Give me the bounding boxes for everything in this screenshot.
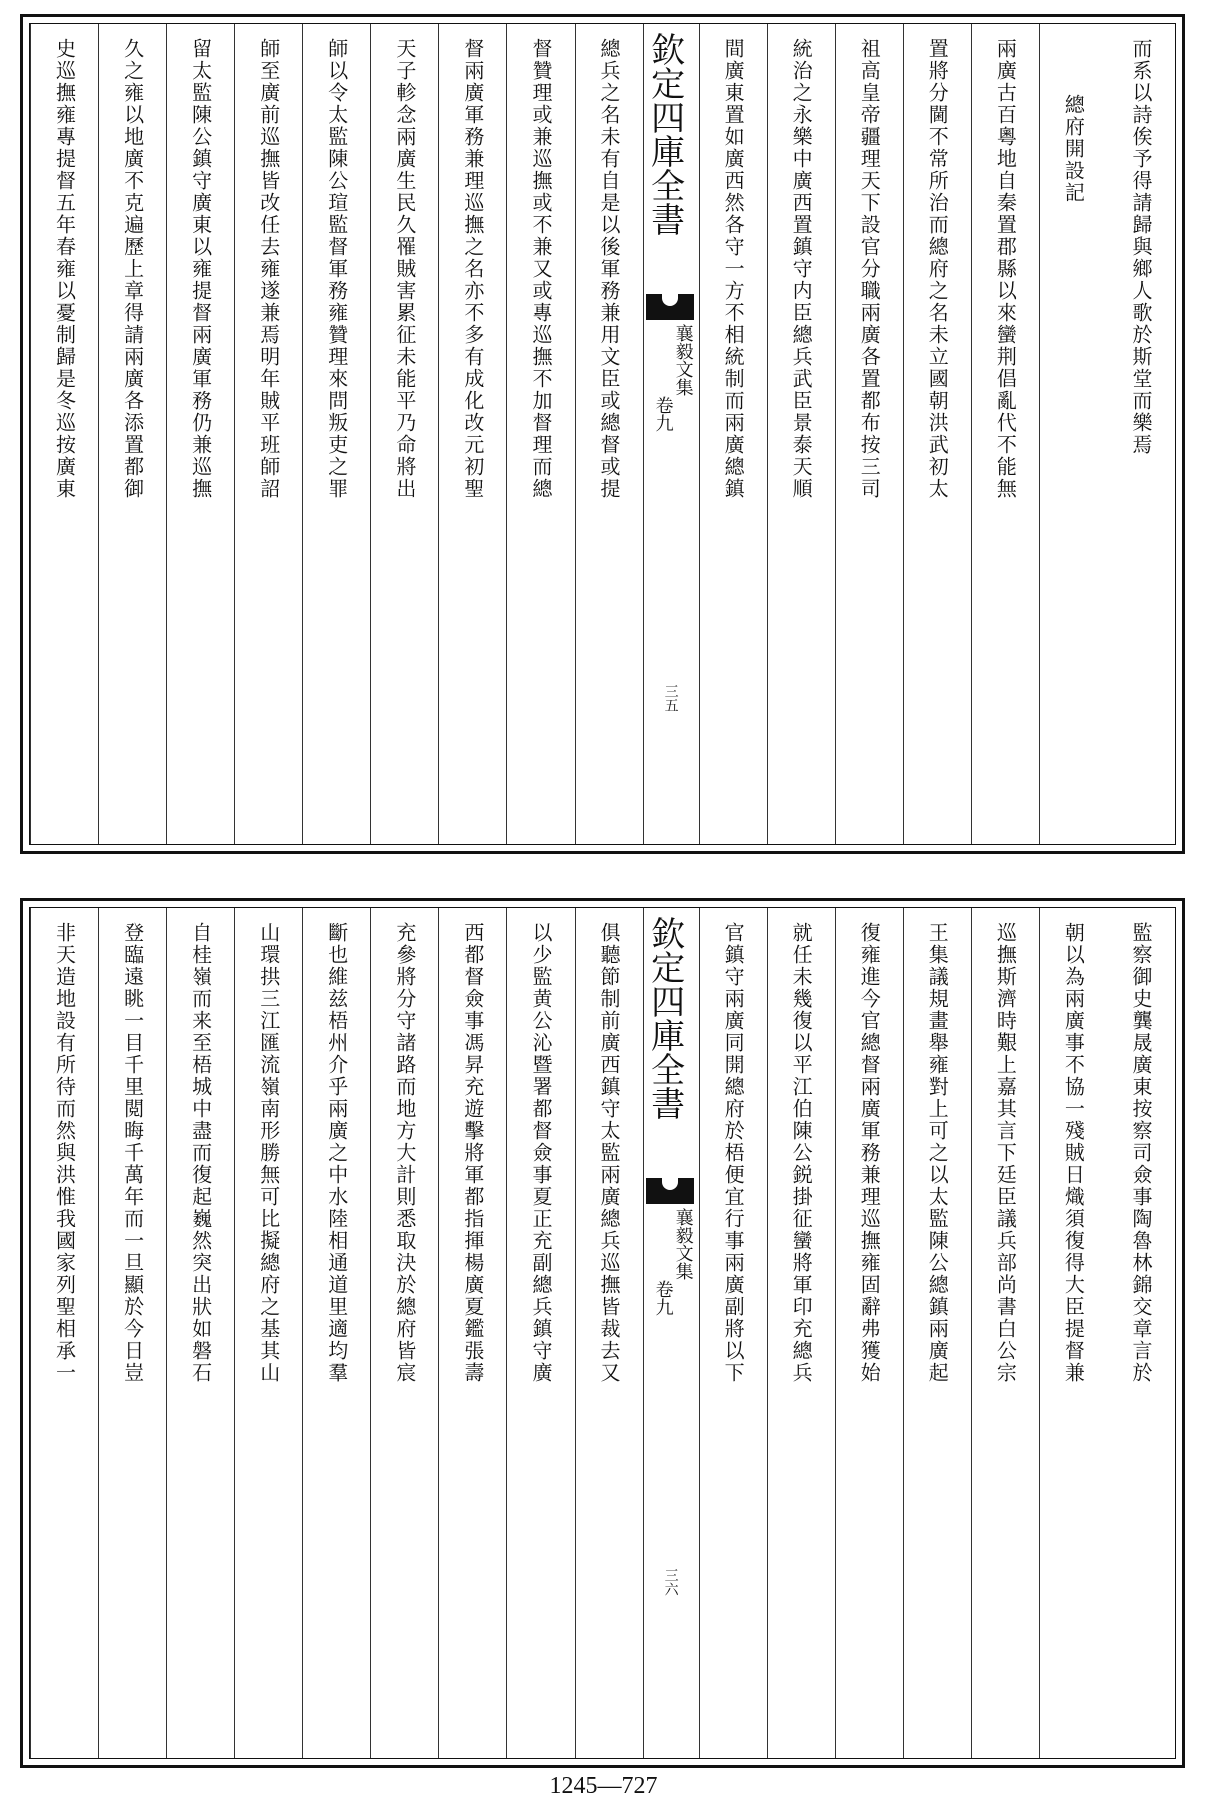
text-column xyxy=(903,908,971,1758)
column-text: 以少監黄公沁暨署都督僉事夏正充副總兵鎮守廣 xyxy=(528,922,553,1384)
text-column xyxy=(302,24,370,844)
text-column xyxy=(438,908,506,1758)
text-column xyxy=(1107,24,1175,844)
text-column xyxy=(767,24,835,844)
column-text: 久之雍以地廣不克遍歷上章得請兩廣各添置都御 xyxy=(120,38,145,500)
column-text: 官鎮守兩廣同開總府於梧便宜行事兩廣副將以下 xyxy=(721,922,746,1384)
column-text: 間廣東置如廣西然各守一方不相統制而兩廣總鎮 xyxy=(721,38,746,500)
collection-title: 襄毅文集 xyxy=(672,1208,694,1280)
center-margin-column xyxy=(643,908,699,1758)
text-column xyxy=(506,908,574,1758)
volume-label: 卷九 xyxy=(652,1280,674,1316)
column-text: 復雍進今官總督兩廣軍務兼理巡撫雍固辭弗獲始 xyxy=(857,922,882,1384)
column-text: 斷也維兹梧州介乎兩廣之中水陸相通道里適均羣 xyxy=(324,922,349,1384)
leaf-number: 三六 xyxy=(662,1568,679,1596)
column-text: 祖高皇帝疆理天下設官分職兩廣各置都布按三司 xyxy=(857,38,882,500)
column-text: 朝以為兩廣事不協一殘賊日熾須復得大臣提督兼 xyxy=(1061,922,1086,1384)
text-column xyxy=(30,24,98,844)
leaf-number: 三五 xyxy=(662,684,679,712)
text-column xyxy=(506,24,574,844)
column-text: 非天造地設有所待而然與洪惟我國家列聖相承一 xyxy=(52,922,77,1384)
text-column xyxy=(370,24,438,844)
text-column xyxy=(30,908,98,1758)
column-text: 登臨遠眺一目千里閲晦千萬年而一旦顯於今日豈 xyxy=(120,922,145,1384)
text-column xyxy=(903,24,971,844)
column-text: 置將分閫不常所治而總府之名未立國朝洪武初太 xyxy=(925,38,950,500)
text-column xyxy=(1039,908,1107,1758)
column-text: 師至廣前巡撫皆改任去雍遂兼焉明年賊平班師詔 xyxy=(256,38,281,500)
text-column xyxy=(98,24,166,844)
column-text: 師以令太監陳公瑄監督軍務雍贊理來問叛吏之罪 xyxy=(324,38,349,500)
column-text: 兩廣古百粵地自秦置郡縣以來蠻荆倡亂代不能無 xyxy=(993,38,1018,500)
column-text: 西都督僉事馮昇充遊擊將軍都指揮楊廣夏鑑張壽 xyxy=(460,922,485,1384)
column-text: 史巡撫雍專提督五年春雍以憂制歸是冬巡按廣東 xyxy=(52,38,77,500)
column-text: 俱聽節制前廣西鎮守太監兩廣總兵巡撫皆裁去又 xyxy=(597,922,622,1384)
text-column xyxy=(699,24,767,844)
column-text: 自桂嶺而来至梧城中盡而復起巍然突出狀如磐石 xyxy=(188,922,213,1384)
column-text: 總兵之名未有自是以後軍務兼用文臣或總督或提 xyxy=(597,38,622,500)
fish-tail-ornament-icon xyxy=(646,1178,694,1204)
text-column xyxy=(835,908,903,1758)
center-margin-column xyxy=(643,24,699,844)
text-column xyxy=(1107,908,1175,1758)
fish-tail-ornament-icon xyxy=(646,294,694,320)
text-column xyxy=(575,24,643,844)
text-column xyxy=(234,908,302,1758)
book-title: 欽定四庫全書 xyxy=(644,916,685,1120)
text-column xyxy=(166,24,234,844)
column-text: 而系以詩俟予得請歸與鄉人歌於斯堂而樂焉 xyxy=(1128,38,1153,456)
text-column xyxy=(438,24,506,844)
top-page-panel xyxy=(20,14,1185,854)
column-text: 監察御史龔晟廣東按察司僉事陶魯林錦交章言於 xyxy=(1128,922,1153,1384)
text-column xyxy=(971,908,1039,1758)
column-text: 天子軫念兩廣生民久罹賊害累征未能平乃命將出 xyxy=(392,38,417,500)
column-text: 充參將分守諸路而地方大計則悉取決於總府皆宸 xyxy=(392,922,417,1384)
column-text: 統治之永樂中廣西置鎮守内臣總兵武臣景泰天順 xyxy=(789,38,814,500)
column-text: 總府開設記 xyxy=(1061,94,1086,204)
page-number: 1245—727 xyxy=(549,1773,658,1799)
column-text: 就任未幾復以平江伯陳公鋭掛征蠻將軍印充總兵 xyxy=(789,922,814,1384)
text-column xyxy=(166,908,234,1758)
text-column xyxy=(234,24,302,844)
column-text: 留太監陳公鎮守廣東以雍提督兩廣軍務仍兼巡撫 xyxy=(188,38,213,500)
column-text: 巡撫斯濟時艱上嘉其言下廷臣議兵部尚書白公宗 xyxy=(993,922,1018,1384)
bottom-page-panel xyxy=(20,898,1185,1768)
column-text: 督兩廣軍務兼理巡撫之名亦不多有成化改元初聖 xyxy=(460,38,485,500)
column-text: 王集議規畫舉雍對上可之以太監陳公總鎮兩廣起 xyxy=(925,922,950,1384)
collection-title: 襄毅文集 xyxy=(672,324,694,396)
text-column xyxy=(1039,24,1107,844)
column-text: 山環拱三江匯流嶺南形勝無可比擬總府之基其山 xyxy=(256,922,281,1384)
bottom-page-text-area xyxy=(29,907,1176,1759)
text-column xyxy=(575,908,643,1758)
book-title: 欽定四庫全書 xyxy=(644,32,685,236)
text-column xyxy=(370,908,438,1758)
top-page-text-area xyxy=(29,23,1176,845)
column-text: 督贊理或兼巡撫或不兼又或專巡撫不加督理而總 xyxy=(528,38,553,500)
text-column xyxy=(98,908,166,1758)
text-column xyxy=(971,24,1039,844)
text-column xyxy=(699,908,767,1758)
text-column xyxy=(302,908,370,1758)
text-column xyxy=(835,24,903,844)
text-column xyxy=(767,908,835,1758)
volume-label: 卷九 xyxy=(652,396,674,432)
